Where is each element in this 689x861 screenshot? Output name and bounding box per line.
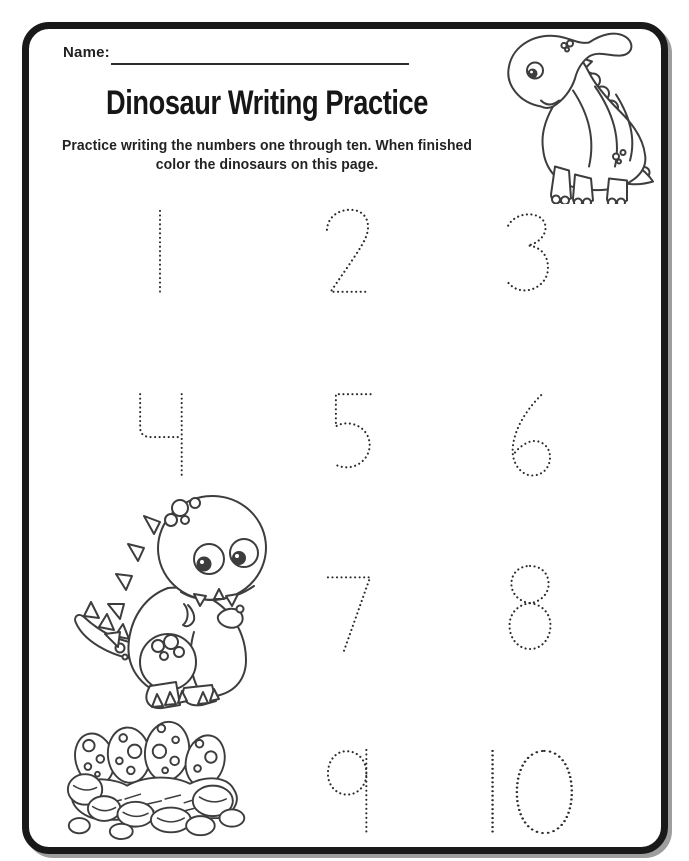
back-spike — [144, 516, 160, 534]
name-label: Name: — [63, 44, 110, 61]
egg-spot — [170, 757, 179, 766]
egg-spot — [172, 737, 179, 744]
head-bump — [172, 500, 188, 516]
name-write-line — [111, 42, 409, 65]
egg-spot — [158, 725, 166, 733]
hip-spot — [617, 160, 621, 164]
pupil — [529, 70, 537, 78]
egg-spot — [119, 734, 127, 742]
egg-spot — [153, 745, 166, 758]
head-bump — [165, 514, 177, 526]
back-spike — [128, 544, 144, 561]
rock — [110, 824, 133, 839]
back-spike — [108, 604, 124, 619]
egg-spot — [162, 768, 168, 774]
egg-spot — [128, 745, 141, 758]
tail-spike — [84, 602, 99, 618]
egg-spot — [196, 740, 204, 748]
page-title: Dinosaur Writing Practice — [105, 84, 429, 122]
instructions-line-1: Practice writing the numbers one through ten. When finished — [61, 137, 473, 154]
head-bump — [181, 516, 189, 524]
hip-spot — [621, 150, 626, 155]
rock — [88, 796, 120, 821]
egg-spot — [96, 755, 104, 763]
toe — [552, 196, 560, 204]
dino-eggs-illustration — [45, 710, 250, 846]
thigh-spot — [174, 647, 184, 657]
pupil — [198, 558, 211, 571]
eye-glint — [530, 71, 533, 74]
thigh-spot — [152, 640, 164, 652]
instructions-line-2: color the dinosaurs on this page. — [155, 156, 379, 173]
instructions — [37, 136, 496, 174]
egg-spot — [116, 758, 123, 765]
crest-spot — [565, 48, 569, 52]
pupil — [233, 552, 245, 564]
thigh-spot — [160, 652, 168, 660]
back-spike — [116, 574, 132, 590]
toe — [617, 199, 625, 205]
tail-spike — [99, 614, 114, 630]
egg-spot — [205, 751, 216, 762]
toe — [583, 199, 591, 205]
egg-spot — [127, 767, 135, 775]
rock — [186, 816, 215, 835]
eye-glint — [200, 560, 204, 564]
toe — [561, 197, 569, 205]
rock — [219, 809, 244, 826]
egg-spot — [194, 765, 201, 772]
crest-spot — [567, 41, 573, 47]
rock — [151, 808, 191, 833]
eye-glint — [235, 554, 239, 558]
toe — [608, 199, 616, 205]
parasaurolophus-illustration — [497, 28, 672, 204]
thumb — [237, 606, 244, 613]
tail-spot — [123, 655, 128, 660]
egg-spot — [85, 763, 92, 770]
egg-spot — [95, 772, 100, 777]
head-bump — [190, 498, 200, 508]
trex-illustration — [68, 492, 283, 712]
egg-spot — [83, 740, 94, 751]
toe — [574, 199, 582, 205]
hip-spot — [613, 154, 619, 160]
rock — [69, 818, 90, 833]
tooth — [226, 594, 238, 606]
